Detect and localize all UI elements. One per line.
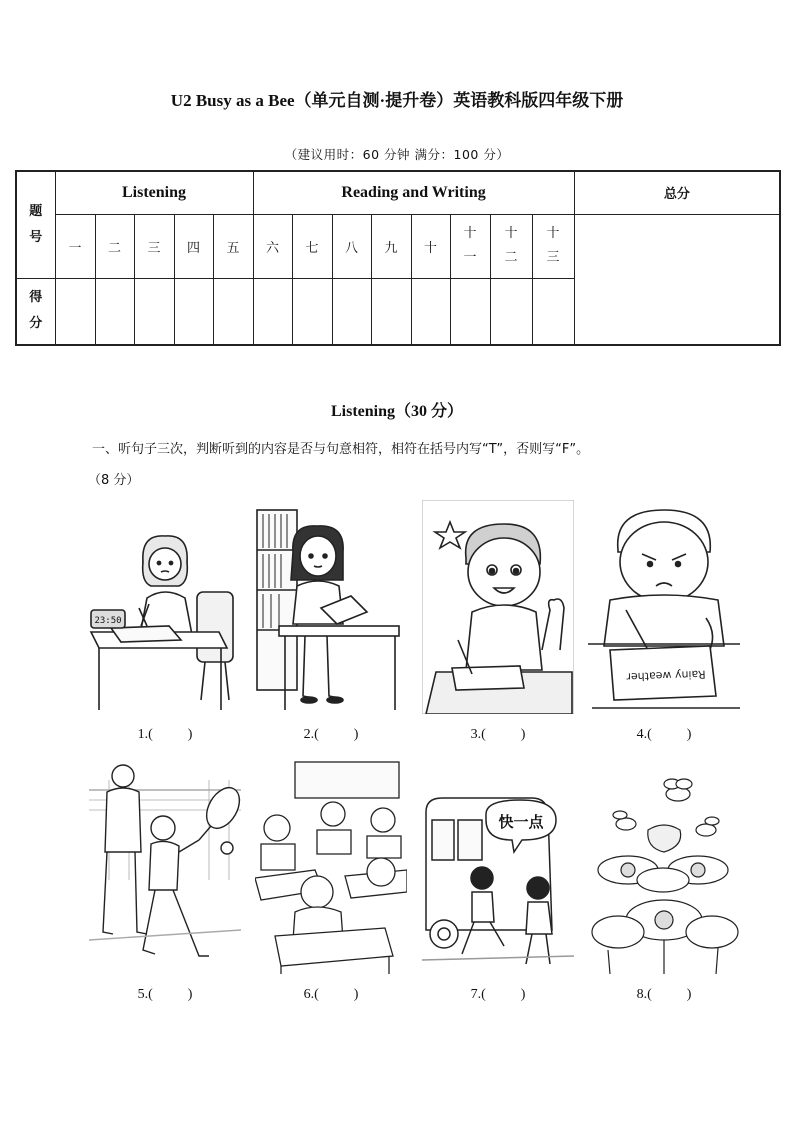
- score-cell-3[interactable]: [134, 278, 174, 345]
- question-number-7: 七: [292, 214, 332, 278]
- row-label-score: [16, 278, 55, 345]
- picture-2: [255, 500, 407, 714]
- instruction-line-1: 一、听句子三次，判断听到的内容是否与句意相符，相符在括号内写“T”，否则写“F”。: [92, 442, 590, 457]
- score-cell-1[interactable]: [55, 278, 95, 345]
- picture-3: [422, 500, 574, 714]
- question-number-5: 五: [213, 214, 253, 278]
- question-number-12: 十 二: [490, 214, 532, 278]
- question-number-10: 十: [411, 214, 450, 278]
- students-writing-classroom-icon: [255, 760, 407, 974]
- bees-and-flowers-icon: [588, 760, 740, 974]
- answer-blank-5[interactable]: 5.( ): [137, 987, 193, 1002]
- time-and-score-note: （建议用时：60 分钟 满分：100 分）: [284, 147, 510, 162]
- question-1-instruction: [88, 434, 732, 496]
- score-cell-7[interactable]: [292, 278, 332, 345]
- question-number-13: 十 三: [532, 214, 574, 278]
- picture-8: [588, 760, 740, 974]
- children-running-to-bus-icon: [422, 760, 574, 974]
- reading-writing-header: Reading and Writing: [253, 171, 574, 214]
- score-cell-13[interactable]: [532, 278, 574, 345]
- boy-writing-rainy-weather-icon: [588, 500, 740, 714]
- picture-1: [89, 500, 241, 714]
- question-number-3: 三: [134, 214, 174, 278]
- picture-6: [255, 760, 407, 974]
- picture-7: [422, 760, 574, 974]
- paper-text: Rainy weather: [626, 667, 706, 684]
- answer-blank-3[interactable]: 3.( ): [470, 727, 526, 742]
- question-number-9: 九: [371, 214, 411, 278]
- question-number-4: 四: [174, 214, 213, 278]
- row-label-char: 号: [29, 229, 43, 245]
- row-label-char: 得: [29, 290, 43, 306]
- score-cell-10[interactable]: [411, 278, 450, 345]
- score-cell-9[interactable]: [371, 278, 411, 345]
- listening-header: Listening: [55, 171, 253, 214]
- score-cell-5[interactable]: [213, 278, 253, 345]
- row-label-char: 分: [29, 316, 43, 332]
- score-cell-2[interactable]: [95, 278, 134, 345]
- total-score-cell[interactable]: [574, 214, 780, 345]
- total-header: 总分: [574, 171, 780, 214]
- answer-blank-2[interactable]: 2.( ): [303, 727, 359, 742]
- question-number-8: 八: [332, 214, 371, 278]
- score-cell-8[interactable]: [332, 278, 371, 345]
- question-number-1: 一: [55, 214, 95, 278]
- answer-blank-7[interactable]: 7.( ): [470, 987, 526, 1002]
- answer-blank-4[interactable]: 4.( ): [636, 727, 692, 742]
- speech-bubble-text: 快一点: [498, 813, 544, 831]
- woman-writing-late-clock-icon: [89, 500, 241, 714]
- score-cell-12[interactable]: [490, 278, 532, 345]
- question-number-2: 二: [95, 214, 134, 278]
- boy-raising-hand-icon: [422, 500, 574, 714]
- picture-5: [89, 760, 241, 974]
- question-number-11: 十 一: [450, 214, 490, 278]
- score-table: [15, 170, 781, 346]
- row-label-question-number: [16, 171, 55, 278]
- page-title: U2 Busy as a Bee（单元自测·提升卷）英语教科版四年级下册: [170, 91, 624, 110]
- score-cell-6[interactable]: [253, 278, 292, 345]
- row-label-char: 题: [29, 203, 43, 219]
- question-number-6: 六: [253, 214, 292, 278]
- score-cell-4[interactable]: [174, 278, 213, 345]
- answer-blank-8[interactable]: 8.( ): [636, 987, 692, 1002]
- girl-reading-library-icon: [255, 500, 407, 714]
- clock-display: 23:50: [94, 616, 122, 626]
- answer-blank-6[interactable]: 6.( ): [303, 987, 359, 1002]
- section-title-listening: Listening（30 分）: [330, 403, 464, 420]
- boy-playing-tennis-icon: [89, 760, 241, 974]
- score-cell-11[interactable]: [450, 278, 490, 345]
- answer-blank-1[interactable]: 1.( ): [137, 727, 193, 742]
- instruction-line-2: （8 分）: [88, 473, 140, 488]
- picture-4: [588, 500, 740, 714]
